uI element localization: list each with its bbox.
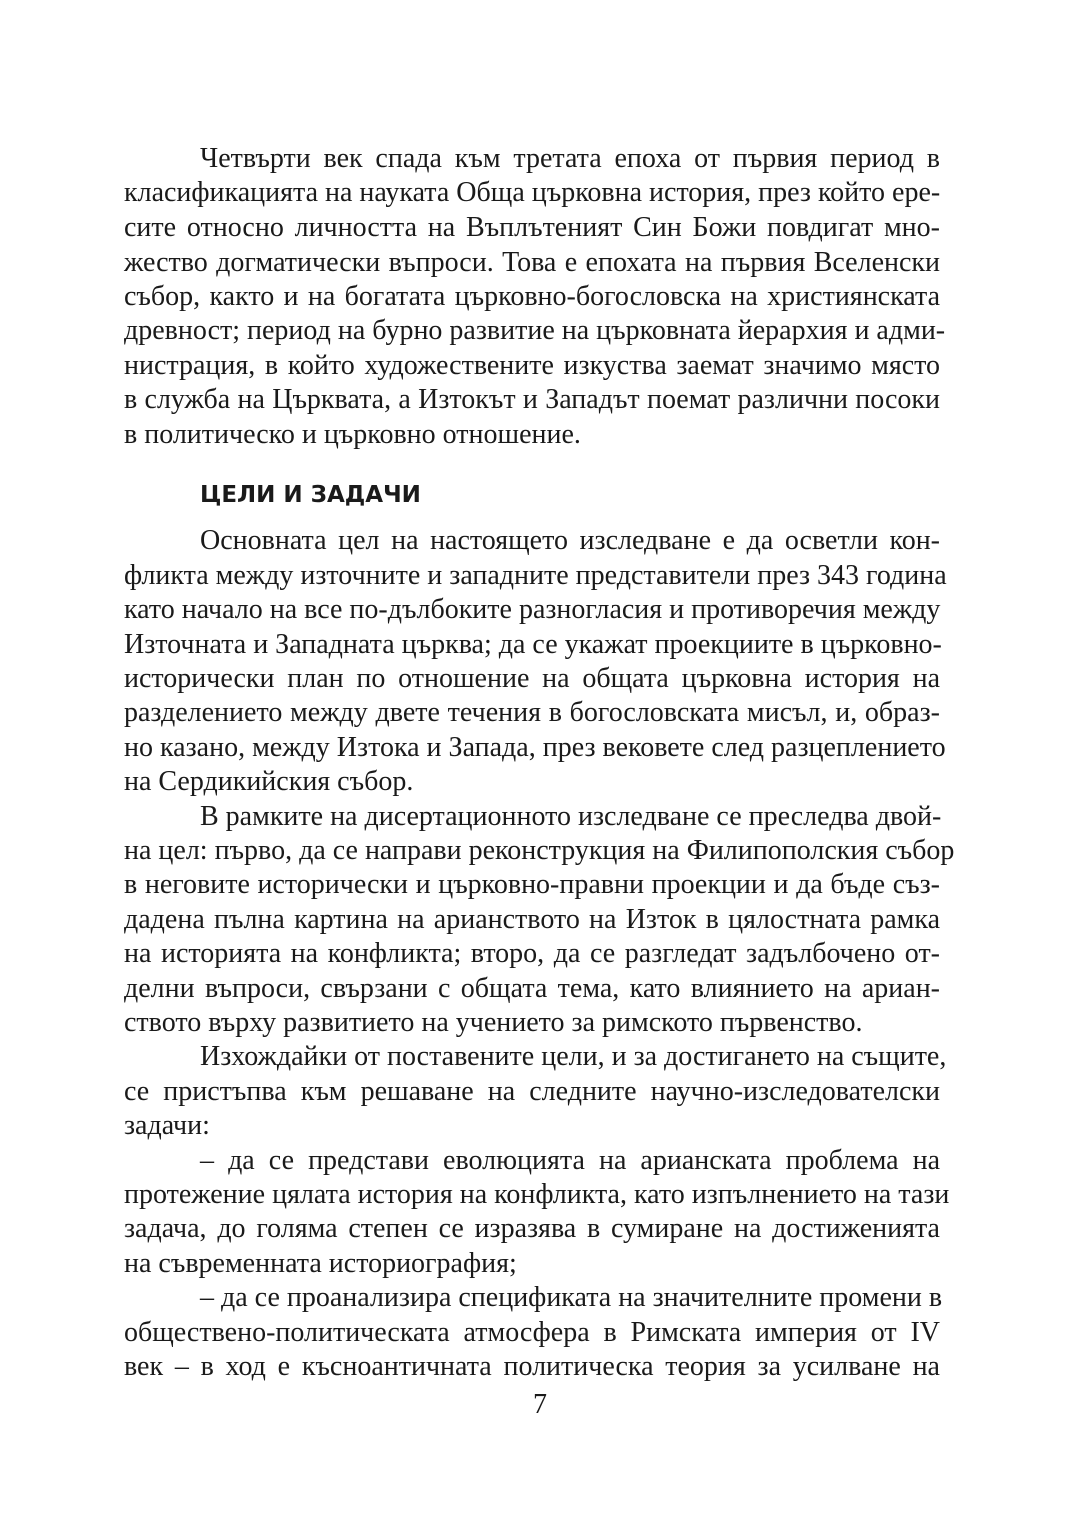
paragraph-6-line: век – в ход е късноантичната политическа теория за усилване на (124, 1351, 940, 1382)
paragraph-6-line: – да се проанализира спецификата на значителните промени в (200, 1282, 943, 1313)
paragraph-1-line: древност; период на бурно развитие на църковната йерархия и адми- (124, 315, 946, 346)
paragraph-2-line: но казано, между Изтока и Запада, през вековете след разцеплението (124, 732, 946, 763)
paragraph-4-line: се пристъпва към решаване на следните научно-изследователски (124, 1076, 940, 1107)
paragraph-2-line: разделението между двете течения в богословската мисъл, и, образ- (124, 697, 940, 728)
paragraph-2-line: исторически план по отношение на общата църковна история на (124, 663, 940, 694)
paragraph-5-line: протежение цялата история на конфликта, като изпълнението на тази (124, 1179, 950, 1210)
paragraph-5-line: на съвременната историография; (124, 1248, 517, 1279)
paragraph-4-line: задачи: (124, 1110, 210, 1141)
paragraph-1-line: в служба на Църквата, а Изтокът и Западът поемат различни посоки (124, 384, 940, 415)
paragraph-2-line: като начало на все по-дълбоките разногласия и противоречия между (124, 594, 941, 625)
paragraph-2-line: фликта между източните и западните представители през 343 година (124, 560, 947, 591)
paragraph-1-line: събор, както и на богатата църковно-богословска на християнската (124, 281, 940, 312)
paragraph-3-line: дадена пълна картина на арианството на Изток в цялостната рамка (124, 904, 940, 935)
paragraph-3-line: в неговите исторически и църковно-правни проекции и да бъде съз- (124, 869, 940, 900)
paragraph-4-line: Изхождайки от поставените цели, и за достигането на същите, (200, 1041, 947, 1072)
paragraph-3-line: на цел: първо, да се направи реконструкция на Филипополския събор (124, 835, 955, 866)
paragraph-5-line: задача, до голяма степен се изразява в сумиране на достиженията (124, 1213, 940, 1244)
paragraph-3-line: делни въпроси, свързани с общата тема, като влиянието на ариан- (124, 973, 940, 1004)
paragraph-3-line: на историята на конфликта; второ, да се разгледат задълбочено от- (124, 938, 940, 969)
section-heading: ЦЕЛИ И ЗАДАЧИ (200, 482, 421, 508)
paragraph-1-line: сите относно личността на Въплътеният Син Божи повдигат мно- (124, 212, 940, 243)
paragraph-3-line: ството върху развитието на учението за римското първенство. (124, 1007, 863, 1038)
paragraph-3-line: В рамките на дисертационното изследване се преследва двой- (200, 801, 942, 832)
paragraph-1-line: Четвърти век спада към третата епоха от първия период в (200, 143, 940, 174)
paragraph-1-line: класификацията на науката Обща църковна история, през който ере- (124, 177, 941, 208)
paragraph-1-line: в политическо и църковно отношение. (124, 419, 581, 450)
paragraph-6-line: обществено-политическата атмосфера в Римската империя от IV (124, 1317, 940, 1348)
page-number: 7 (533, 1389, 547, 1420)
paragraph-1-line: жество догматически въпроси. Това е епохата на първия Вселенски (124, 247, 940, 278)
paragraph-2-line: Основната цел на настоящето изследване е да осветли кон- (200, 525, 940, 556)
paragraph-5-line: – да се представи еволюцията на арианската проблема на (200, 1145, 940, 1176)
paragraph-1-line: нистрация, в който художествените изкуства заемат значимо място (124, 350, 940, 381)
paragraph-2-line: Източната и Западната църква; да се укажат проекциите в църковно- (124, 629, 942, 660)
paragraph-2-line: на Сердикийския събор. (124, 766, 414, 797)
